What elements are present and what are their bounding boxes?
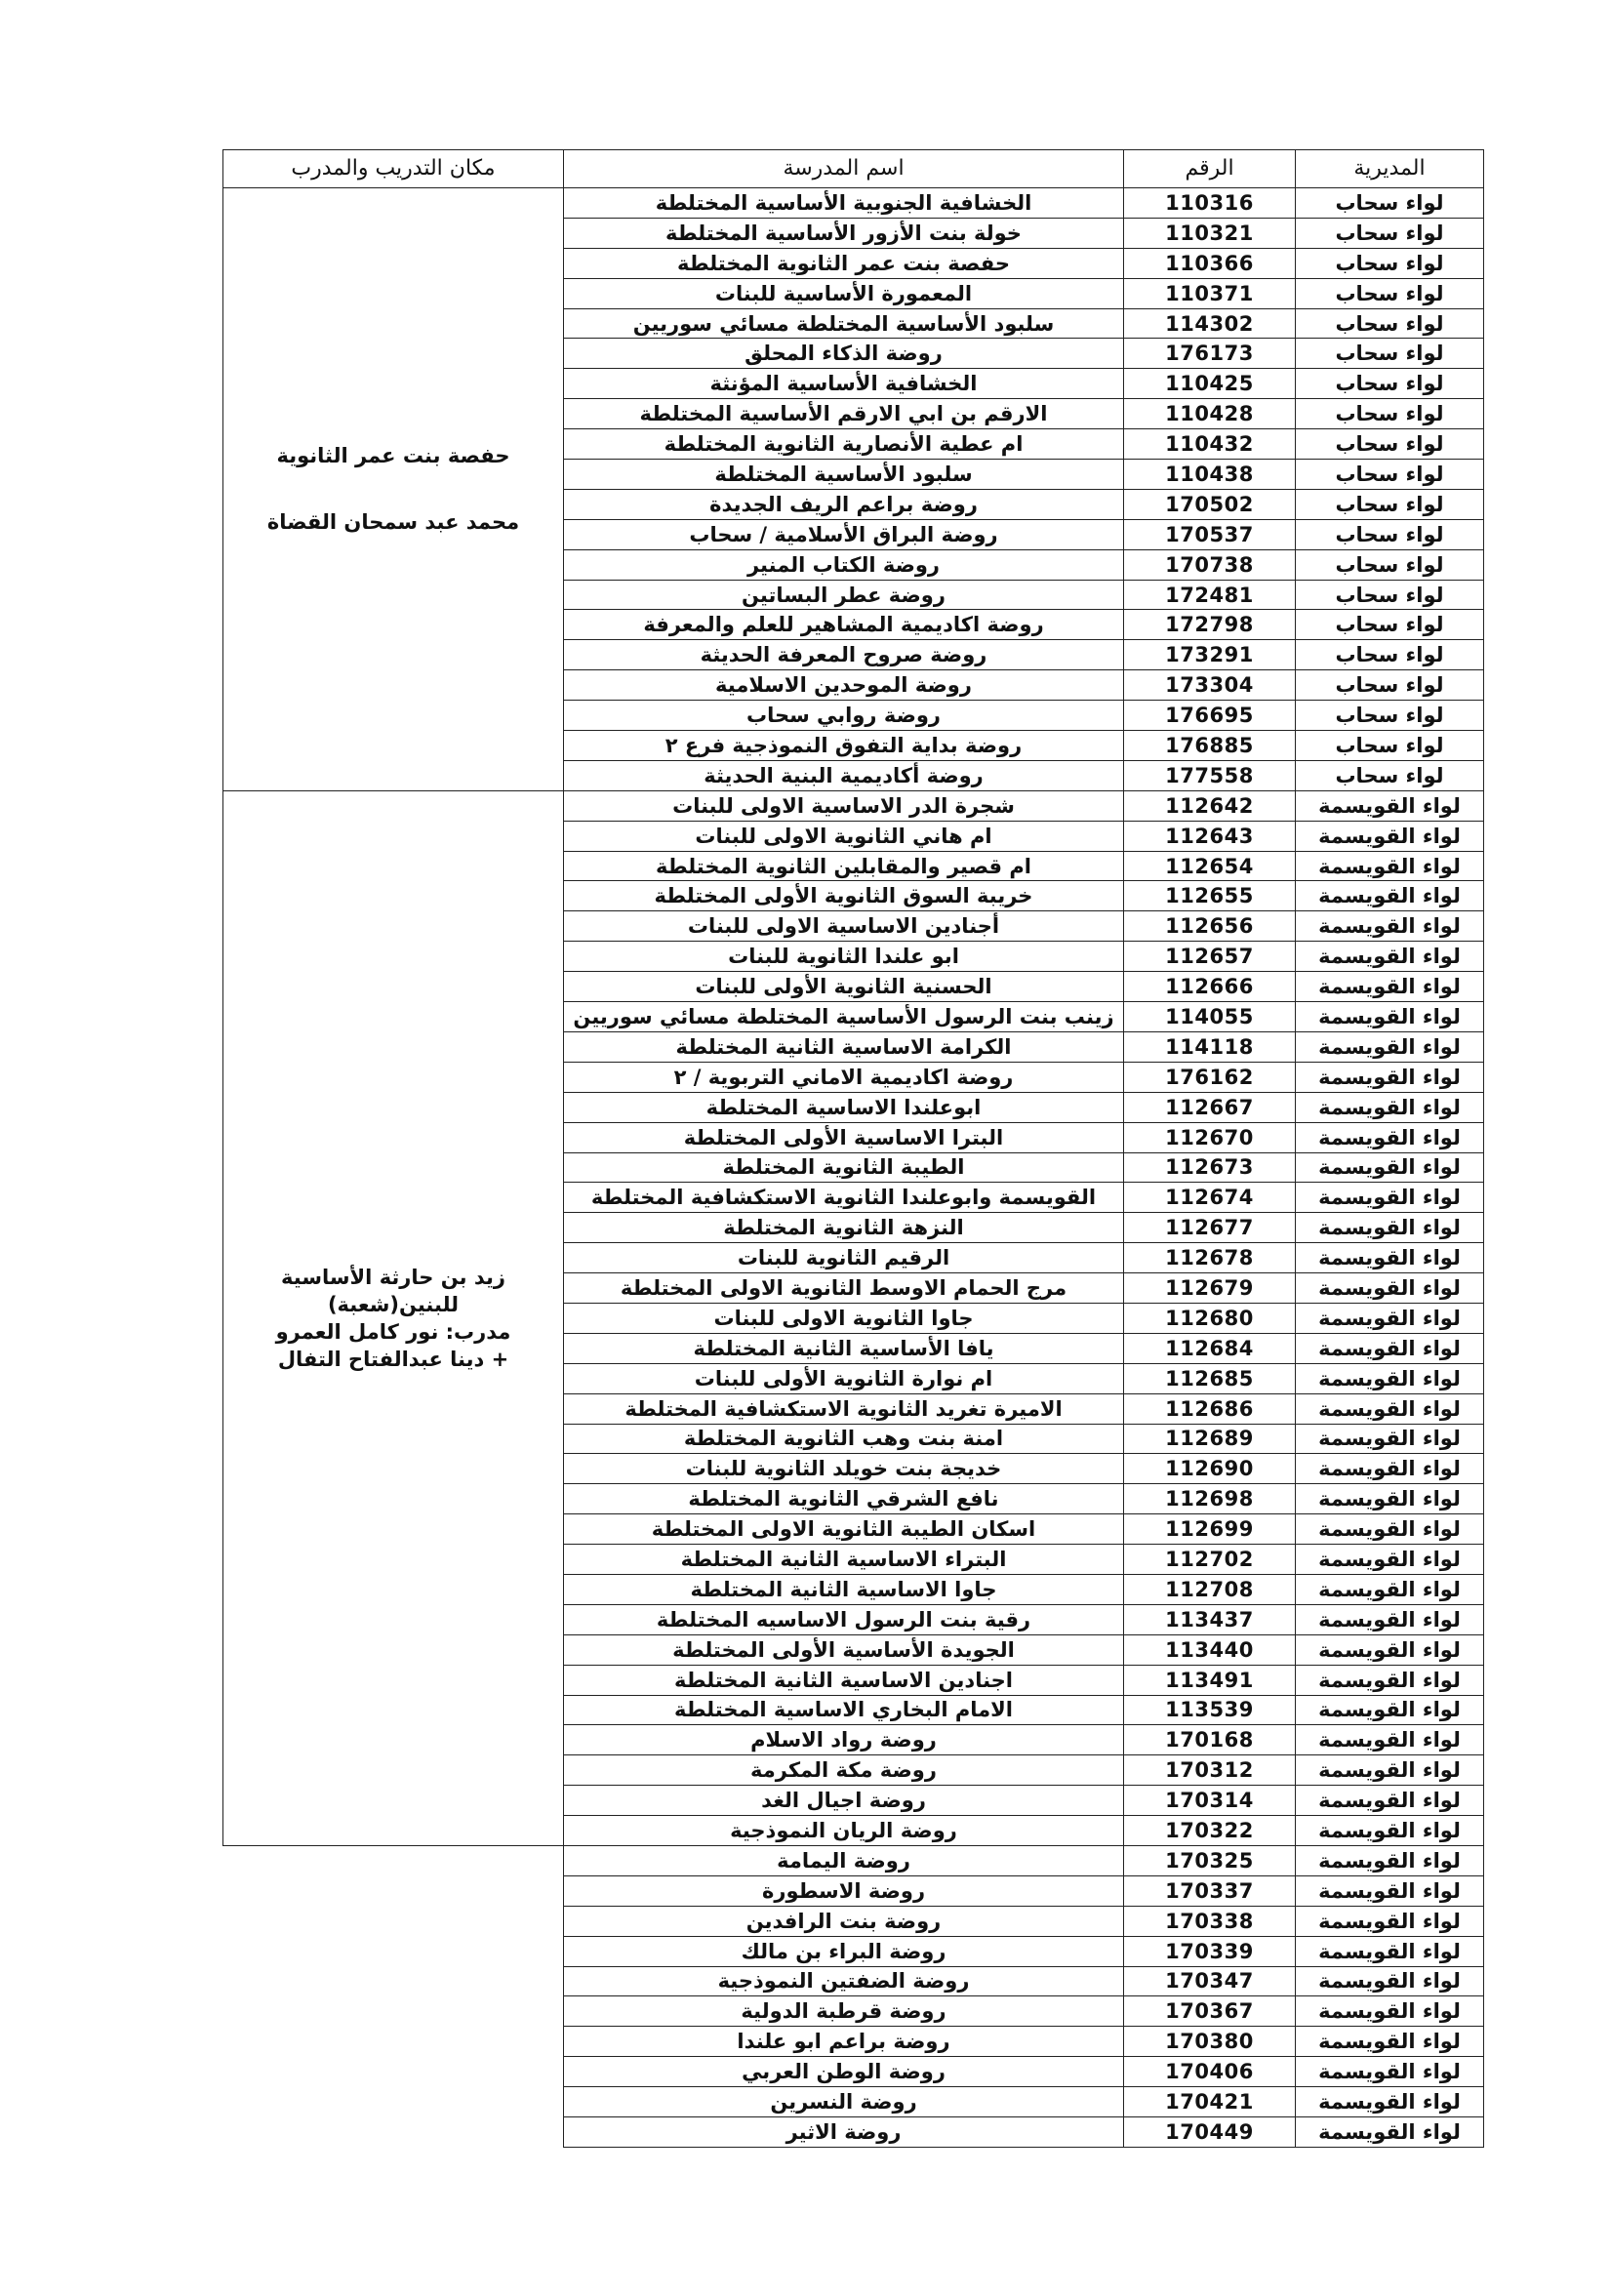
school-name-cell: روضة رواد الاسلام [564,1725,1124,1755]
school-number-cell: 170312 [1124,1755,1296,1786]
directorate-cell: لواء القويسمة [1296,1363,1484,1393]
school-name-cell: روضة الاثير [564,2117,1124,2148]
school-number-cell: 112667 [1124,1092,1296,1122]
school-number-cell: 176885 [1124,731,1296,761]
school-name-cell: خولة بنت الأزور الأساسية المختلطة [564,218,1124,248]
directorate-cell: لواء سحاب [1296,519,1484,549]
school-name-cell: الخشافية الأساسية المؤنثة [564,369,1124,399]
directorate-cell: لواء سحاب [1296,339,1484,369]
school-number-cell: 113437 [1124,1604,1296,1634]
school-name-cell: روضة اجيال الغد [564,1786,1124,1816]
school-number-cell: 112680 [1124,1303,1296,1333]
school-number-cell: 112673 [1124,1152,1296,1183]
school-name-cell: سلبود الأساسية المختلطة [564,460,1124,490]
school-number-cell: 112708 [1124,1574,1296,1604]
directorate-cell: لواء القويسمة [1296,1002,1484,1032]
school-name-cell: الطيبة الثانوية المختلطة [564,1152,1124,1183]
directorate-cell: لواء سحاب [1296,399,1484,429]
directorate-cell: لواء سحاب [1296,580,1484,610]
directorate-cell: لواء سحاب [1296,670,1484,701]
directorate-cell: لواء سحاب [1296,640,1484,670]
header-number: الرقم [1124,150,1296,188]
school-number-cell: 173291 [1124,640,1296,670]
directorate-cell: لواء القويسمة [1296,1333,1484,1363]
school-name-cell: روضة براعم الريف الجديدة [564,489,1124,519]
school-name-cell: حفصة بنت عمر الثانوية المختلطة [564,248,1124,278]
schools-table [222,149,1484,2148]
directorate-cell: لواء القويسمة [1296,1996,1484,2027]
directorate-cell: لواء سحاب [1296,489,1484,519]
school-name-cell: روضة أكاديمية البنية الحديثة [564,760,1124,790]
place-line: للبنين(شعبة) [327,1292,460,1316]
directorate-cell: لواء القويسمة [1296,972,1484,1002]
directorate-cell: لواء القويسمة [1296,1966,1484,1996]
directorate-cell: لواء سحاب [1296,460,1484,490]
school-name-cell: ابوعلندا الاساسية المختلطة [564,1092,1124,1122]
school-number-cell: 170325 [1124,1845,1296,1875]
school-name-cell: روضة بداية التفوق النموذجية فرع ٢ [564,731,1124,761]
directorate-cell: لواء القويسمة [1296,1574,1484,1604]
school-name-cell: روضة اكاديمية الاماني التربوية / ٢ [564,1062,1124,1092]
header-place: مكان التدريب والمدرب [223,150,564,188]
school-name-cell: جاوا الاساسية الثانية المختلطة [564,1574,1124,1604]
place-line: حفصة بنت عمر الثانوية [276,444,510,468]
school-number-cell: 112655 [1124,881,1296,911]
directorate-cell: لواء القويسمة [1296,851,1484,881]
school-number-cell: 112684 [1124,1333,1296,1363]
school-number-cell: 110371 [1124,278,1296,308]
school-name-cell: روضة البراق الأسلامية / سحاب [564,519,1124,549]
training-place-cell [223,1845,564,2147]
school-number-cell: 110428 [1124,399,1296,429]
school-name-cell: روضة النسرين [564,2087,1124,2117]
school-number-cell: 112677 [1124,1213,1296,1243]
school-number-cell: 172481 [1124,580,1296,610]
directorate-cell: لواء القويسمة [1296,1634,1484,1665]
school-name-cell: امنة بنت وهب الثانوية المختلطة [564,1424,1124,1454]
directorate-cell: لواء القويسمة [1296,1545,1484,1575]
directorate-cell: لواء القويسمة [1296,1213,1484,1243]
school-number-cell: 110366 [1124,248,1296,278]
school-name-cell: الخشافية الجنوبية الأساسية المختلطة [564,188,1124,219]
directorate-cell: لواء سحاب [1296,610,1484,640]
school-number-cell: 176695 [1124,701,1296,731]
school-name-cell: روضة مكة المكرمة [564,1755,1124,1786]
directorate-cell: لواء القويسمة [1296,1243,1484,1273]
school-name-cell: الجويدة الأساسية الأولى المختلطة [564,1634,1124,1665]
school-name-cell: خريبة السوق الثانوية الأولى المختلطة [564,881,1124,911]
school-number-cell: 170421 [1124,2087,1296,2117]
school-number-cell: 112674 [1124,1183,1296,1213]
school-number-cell: 177558 [1124,760,1296,790]
directorate-cell: لواء القويسمة [1296,1725,1484,1755]
school-name-cell: روضة اكاديمية المشاهير للعلم والمعرفة [564,610,1124,640]
directorate-cell: لواء القويسمة [1296,942,1484,972]
table-row [223,188,1484,219]
directorate-cell: لواء سحاب [1296,549,1484,580]
school-name-cell: روضة الكتاب المنير [564,549,1124,580]
school-number-cell: 112699 [1124,1514,1296,1545]
school-number-cell: 112679 [1124,1273,1296,1304]
directorate-cell: لواء القويسمة [1296,1845,1484,1875]
school-number-cell: 112670 [1124,1122,1296,1152]
school-name-cell: روضة براعم ابو علندا [564,2027,1124,2057]
school-name-cell: الاميرة تغريد الثانوية الاستكشافية المختلطة [564,1393,1124,1424]
school-name-cell: روضة البراء بن مالك [564,1936,1124,1966]
school-number-cell: 176162 [1124,1062,1296,1092]
school-number-cell: 170367 [1124,1996,1296,2027]
school-number-cell: 112689 [1124,1424,1296,1454]
directorate-cell: لواء القويسمة [1296,1393,1484,1424]
directorate-cell: لواء القويسمة [1296,1122,1484,1152]
directorate-cell: لواء القويسمة [1296,1152,1484,1183]
school-name-cell: روضة عطر البساتين [564,580,1124,610]
school-number-cell: 110438 [1124,460,1296,490]
directorate-cell: لواء القويسمة [1296,821,1484,851]
school-name-cell: روضة اليمامة [564,1845,1124,1875]
school-name-cell: ام عطية الأنصارية الثانوية المختلطة [564,429,1124,460]
school-name-cell: يافا الأساسية الثانية المختلطة [564,1333,1124,1363]
school-number-cell: 170537 [1124,519,1296,549]
school-name-cell: المعمورة الأساسية للبنات [564,278,1124,308]
school-number-cell: 170406 [1124,2057,1296,2087]
directorate-cell: لواء القويسمة [1296,1062,1484,1092]
school-number-cell: 114118 [1124,1031,1296,1062]
directorate-cell: لواء القويسمة [1296,1454,1484,1484]
school-name-cell: اسكان الطيبة الثانوية الاولى المختلطة [564,1514,1124,1545]
school-name-cell: ام قصير والمقابلين الثانوية المختلطة [564,851,1124,881]
school-number-cell: 170449 [1124,2117,1296,2148]
header-directorate: المديرية [1296,150,1484,188]
directorate-cell: لواء القويسمة [1296,1816,1484,1846]
school-number-cell: 114302 [1124,308,1296,339]
school-name-cell: ابو علندا الثانوية للبنات [564,942,1124,972]
directorate-cell: لواء القويسمة [1296,1273,1484,1304]
directorate-cell: لواء سحاب [1296,701,1484,731]
school-number-cell: 170168 [1124,1725,1296,1755]
directorate-cell: لواء القويسمة [1296,1906,1484,1936]
school-name-cell: أجنادين الاساسية الاولى للبنات [564,911,1124,942]
school-number-cell: 114055 [1124,1002,1296,1032]
school-name-cell: روضة صروح المعرفة الحديثة [564,640,1124,670]
directorate-cell: لواء القويسمة [1296,1031,1484,1062]
school-number-cell: 113440 [1124,1634,1296,1665]
header-school: اسم المدرسة [564,150,1124,188]
school-number-cell: 112686 [1124,1393,1296,1424]
directorate-cell: لواء القويسمة [1296,1875,1484,1906]
directorate-cell: لواء القويسمة [1296,911,1484,942]
directorate-cell: لواء القويسمة [1296,2087,1484,2117]
school-number-cell: 170347 [1124,1966,1296,1996]
school-name-cell: شجرة الدر الاساسية الاولى للبنات [564,790,1124,821]
directorate-cell: لواء سحاب [1296,188,1484,219]
school-name-cell: رقية بنت الرسول الاساسيه المختلطة [564,1604,1124,1634]
school-number-cell: 110425 [1124,369,1296,399]
school-number-cell: 170337 [1124,1875,1296,1906]
training-place-cell [223,188,564,791]
school-name-cell: نافع الشرقي الثانوية المختلطة [564,1484,1124,1514]
school-name-cell: الحسنية الثانوية الأولى للبنات [564,972,1124,1002]
school-number-cell: 170322 [1124,1816,1296,1846]
directorate-cell: لواء القويسمة [1296,790,1484,821]
directorate-cell: لواء القويسمة [1296,1695,1484,1725]
school-number-cell: 112698 [1124,1484,1296,1514]
school-number-cell: 112654 [1124,851,1296,881]
school-number-cell: 170314 [1124,1786,1296,1816]
school-number-cell: 110432 [1124,429,1296,460]
school-number-cell: 176173 [1124,339,1296,369]
directorate-cell: لواء القويسمة [1296,1755,1484,1786]
school-number-cell: 112643 [1124,821,1296,851]
school-name-cell: النزهة الثانوية المختلطة [564,1213,1124,1243]
school-number-cell: 170338 [1124,1906,1296,1936]
school-number-cell: 112690 [1124,1454,1296,1484]
school-name-cell: اجنادين الاساسية الثانية المختلطة [564,1665,1124,1695]
directorate-cell: لواء القويسمة [1296,1514,1484,1545]
directorate-cell: لواء سحاب [1296,218,1484,248]
school-name-cell: روضة الضفتين النموذجية [564,1966,1124,1996]
directorate-cell: لواء سحاب [1296,369,1484,399]
place-line: زيد بن حارثة الأساسية [281,1265,505,1289]
school-number-cell: 173304 [1124,670,1296,701]
directorate-cell: لواء القويسمة [1296,1665,1484,1695]
place-line: محمد عبد سمحان القضاة [266,510,520,535]
school-name-cell: روضة الذكاء المحلق [564,339,1124,369]
school-number-cell: 112657 [1124,942,1296,972]
school-name-cell: روضة الاسطورة [564,1875,1124,1906]
school-number-cell: 113539 [1124,1695,1296,1725]
table-row [223,790,1484,821]
school-name-cell: البترا الاساسية الأولى المختلطة [564,1122,1124,1152]
school-name-cell: ام نوارة الثانوية الأولى للبنات [564,1363,1124,1393]
school-number-cell: 170738 [1124,549,1296,580]
directorate-cell: لواء القويسمة [1296,881,1484,911]
school-name-cell: روضة الموحدين الاسلامية [564,670,1124,701]
school-number-cell: 170339 [1124,1936,1296,1966]
place-line: + دينا عبدالفتاح التفال [277,1347,509,1371]
directorate-cell: لواء سحاب [1296,278,1484,308]
directorate-cell: لواء سحاب [1296,429,1484,460]
school-name-cell: البتراء الاساسية الثانية المختلطة [564,1545,1124,1575]
school-number-cell: 112666 [1124,972,1296,1002]
school-name-cell: روضة قرطبة الدولية [564,1996,1124,2027]
school-name-cell: زينب بنت الرسول الأساسية المختلطة مسائي سوريين [564,1002,1124,1032]
school-number-cell: 172798 [1124,610,1296,640]
directorate-cell: لواء القويسمة [1296,2057,1484,2087]
training-place-cell [223,790,564,1845]
school-name-cell: روضة بنت الرافدين [564,1906,1124,1936]
school-number-cell: 112702 [1124,1545,1296,1575]
table-header-row [223,150,1484,188]
directorate-cell: لواء القويسمة [1296,1936,1484,1966]
directorate-cell: لواء القويسمة [1296,1786,1484,1816]
school-name-cell: مرج الحمام الاوسط الثانوية الاولى المختلطة [564,1273,1124,1304]
table-row [223,1845,1484,1875]
school-name-cell: سلبود الأساسية المختلطة مسائي سوريين [564,308,1124,339]
school-number-cell: 112656 [1124,911,1296,942]
school-number-cell: 112642 [1124,790,1296,821]
school-name-cell: روضة الريان النموذجية [564,1816,1124,1846]
directorate-cell: لواء القويسمة [1296,2117,1484,2148]
place-line: مدرب: نور كامل العمرو [275,1319,511,1344]
school-number-cell: 112678 [1124,1243,1296,1273]
directorate-cell: لواء القويسمة [1296,2027,1484,2057]
school-name-cell: الكرامة الاساسية الثانية المختلطة [564,1031,1124,1062]
school-number-cell: 113491 [1124,1665,1296,1695]
school-name-cell: الامام البخاري الاساسية المختلطة [564,1695,1124,1725]
school-name-cell: جاوا الثانوية الاولى للبنات [564,1303,1124,1333]
directorate-cell: لواء القويسمة [1296,1303,1484,1333]
directorate-cell: لواء القويسمة [1296,1424,1484,1454]
directorate-cell: لواء القويسمة [1296,1092,1484,1122]
directorate-cell: لواء القويسمة [1296,1484,1484,1514]
directorate-cell: لواء سحاب [1296,731,1484,761]
school-name-cell: الارقم بن ابي الارقم الأساسية المختلطة [564,399,1124,429]
school-number-cell: 110321 [1124,218,1296,248]
directorate-cell: لواء سحاب [1296,248,1484,278]
school-name-cell: خديجة بنت خويلد الثانوية للبنات [564,1454,1124,1484]
school-number-cell: 170380 [1124,2027,1296,2057]
directorate-cell: لواء القويسمة [1296,1604,1484,1634]
school-name-cell: روضة روابي سحاب [564,701,1124,731]
school-number-cell: 112685 [1124,1363,1296,1393]
directorate-cell: لواء سحاب [1296,760,1484,790]
place-spacer [223,469,563,508]
school-number-cell: 110316 [1124,188,1296,219]
school-number-cell: 170502 [1124,489,1296,519]
school-name-cell: ام هاني الثانوية الاولى للبنات [564,821,1124,851]
school-name-cell: الرقيم الثانوية للبنات [564,1243,1124,1273]
directorate-cell: لواء سحاب [1296,308,1484,339]
directorate-cell: لواء القويسمة [1296,1183,1484,1213]
school-name-cell: القويسمة وابوعلندا الثانوية الاستكشافية المختلطة [564,1183,1124,1213]
table-body [223,188,1484,2148]
school-name-cell: روضة الوطن العربي [564,2057,1124,2087]
